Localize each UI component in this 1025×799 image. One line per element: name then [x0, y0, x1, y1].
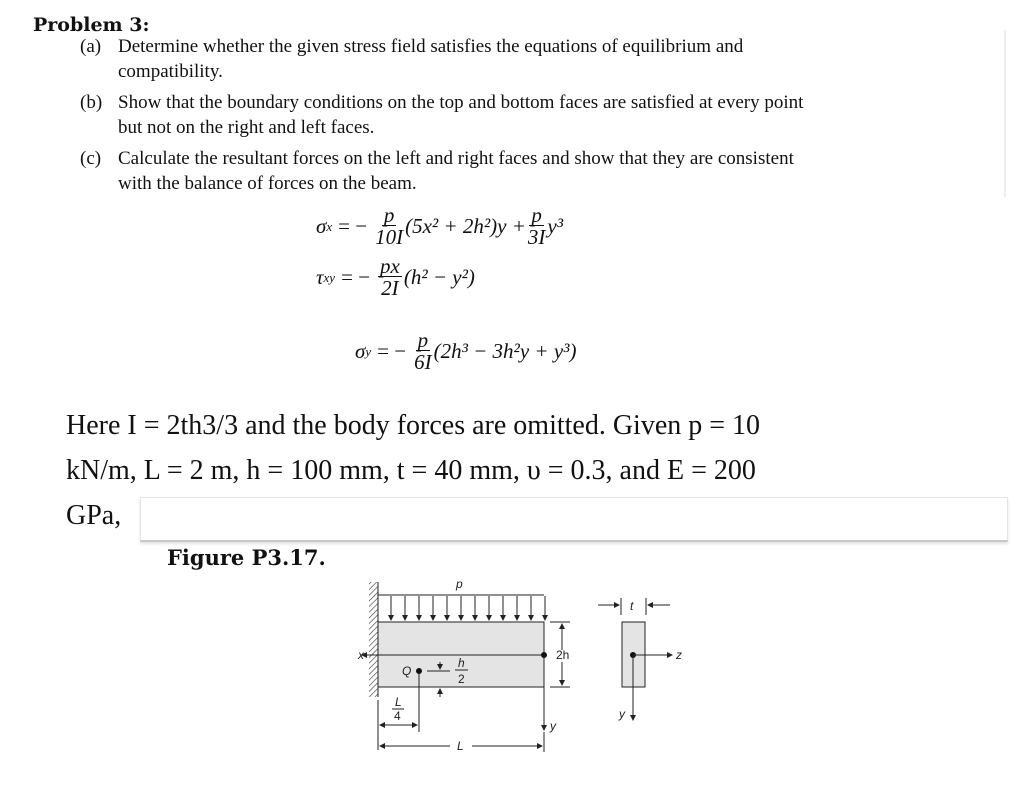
label-2: 2: [458, 672, 465, 686]
denominator: 6I: [414, 350, 432, 374]
label-x: x: [358, 648, 364, 662]
eq-body: (5x² + 2h²)y +: [405, 214, 526, 238]
beam-figure: [360, 570, 700, 790]
item-a-cont: compatibility.: [118, 61, 223, 82]
eq-body: (2h³ − 3h²y + y³): [433, 339, 577, 363]
denominator: 3I: [527, 225, 546, 249]
denominator: 10I: [375, 225, 404, 249]
item-label: (c): [80, 148, 102, 169]
label-2h: 2h: [556, 648, 570, 662]
figure-caption: Figure P3.17.: [167, 545, 326, 570]
paragraph-line-2: kN/m, L = 2 m, h = 100 mm, t = 40 mm, υ = 0.3, and E = 200: [66, 455, 756, 486]
item-text: Show that the boundary conditions on the top and bottom faces are satisfied at every point: [118, 92, 804, 113]
label-l-quarter: L: [395, 695, 402, 709]
label-section-y: y: [619, 707, 625, 721]
eq-sub: xy: [323, 269, 336, 285]
label-l: L: [457, 739, 464, 753]
item-c: [80, 145, 794, 173]
eq-sub: x: [326, 218, 333, 234]
label-q: Q: [402, 664, 412, 678]
item-b-cont: but not on the right and left faces.: [118, 117, 375, 138]
eq-sub: y: [365, 343, 372, 359]
fraction: [414, 330, 432, 373]
fraction: [528, 205, 546, 248]
problem-title: Problem 3:: [33, 14, 150, 36]
numerator: p: [531, 203, 542, 227]
eq-sign: = −: [341, 265, 371, 289]
eq-sign: = −: [377, 339, 407, 363]
equation-tau-xy: [316, 256, 475, 299]
label-t: t: [630, 599, 634, 613]
item-b: [80, 89, 803, 117]
numerator: px: [380, 254, 400, 278]
item-text: Determine whether the given stress field satisfies the equations of equilibrium and: [118, 36, 744, 57]
numerator: p: [417, 328, 429, 352]
equation-sigma-y: [355, 330, 576, 373]
label-h: h: [458, 656, 465, 670]
paragraph-line-3: GPa,: [66, 500, 122, 531]
eq-tail: y³: [547, 214, 564, 238]
eq-lhs: τ: [316, 265, 324, 289]
numerator: p: [383, 203, 395, 227]
item-label: (a): [80, 36, 102, 57]
eq-lhs: σ: [355, 339, 366, 363]
fraction: [378, 256, 402, 299]
label-4: 4: [394, 709, 401, 723]
item-a: [80, 33, 743, 61]
eq-body: (h² − y²): [403, 265, 475, 289]
fraction: [375, 205, 403, 248]
item-c-cont: with the balance of forces on the beam.: [118, 173, 417, 194]
paragraph-line-1: Here I = 2th3/3 and the body forces are omitted. Given p = 10: [66, 410, 761, 441]
text-box: [140, 497, 1008, 542]
item-text: Calculate the resultant forces on the left and right faces and show that they are consistent: [118, 148, 794, 169]
denominator: 2I: [381, 276, 399, 300]
eq-lhs: σ: [316, 214, 327, 238]
equation-sigma-x: [316, 205, 563, 248]
eq-sign: = −: [338, 214, 368, 238]
fixed-support: [369, 582, 378, 697]
label-p: p: [456, 577, 463, 591]
point-q: [416, 668, 422, 674]
item-label: (b): [80, 92, 103, 113]
label-y: y: [550, 719, 556, 733]
label-z: z: [676, 648, 682, 662]
distributed-load-arrows: [391, 596, 545, 620]
